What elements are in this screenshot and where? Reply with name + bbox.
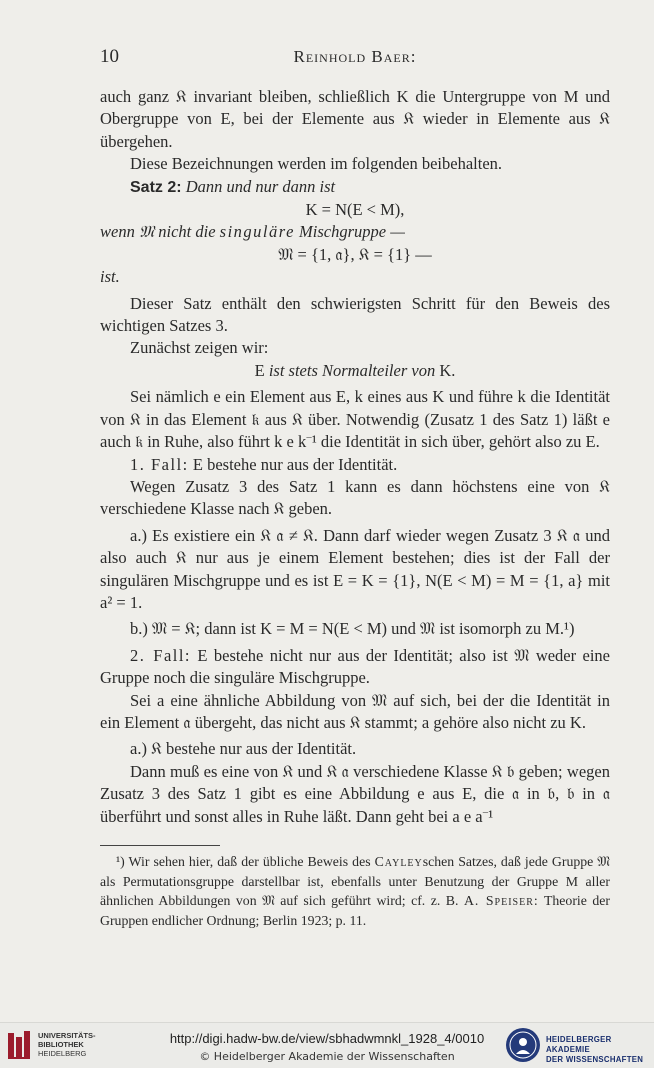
footnote-marker: ¹) <box>116 854 125 869</box>
paragraph: Dann muß es eine von 𝔎 und 𝔎 𝔞 verschiedene Klasse 𝔎 𝔟 geben; wegen Zusatz 3 des Satz 1 gibt es eine Abbildung e aus E, die 𝔞 in 𝔟, 𝔟 in 𝔞 überführt und sonst alles in Ruhe läßt. Dann geht bei a e a⁻¹ <box>100 761 610 826</box>
theorem-text: Dann und nur dann ist <box>185 176 336 196</box>
paragraph: Wegen Zusatz 3 des Satz 1 kann es dann höchstens eine von 𝔎 verschiedene Klasse nach 𝔎 geben. <box>100 476 610 519</box>
paragraph: b.) 𝔐 = 𝔎; dann ist K = M = N(E < M) und 𝔐 ist isomorph zu M.¹) <box>130 619 575 639</box>
theorem-end: ist. <box>100 267 120 287</box>
paragraph: Sei nämlich e ein Element aus E, k eines aus K und führe k die Identität von 𝔎 in das Element 𝔨 aus 𝔎 über. Notwendig (Zusatz 1 des Satz 1) läßt e auch 𝔨 in Ruhe, also führt k e k⁻¹ die Identität in sich über, gehört also zu E. <box>100 387 610 452</box>
academy-seal-icon <box>505 1027 541 1063</box>
academy-label: HEIDELBERGER AKADEMIE DER WISSENSCHAFTEN <box>546 1035 644 1064</box>
paragraph: Sei a eine ähnliche Abbildung von 𝔐 auf sich, bei der die Identität in ein Element 𝔞 übergeht, das nicht aus 𝔎 stammt; a gehöre also nicht zu K. <box>100 690 610 732</box>
theorem-label: Satz 2: <box>130 178 182 196</box>
paragraph: a.) Es existiere ein 𝔎 𝔞 ≠ 𝔎. Dann darf wieder wegen Zusatz 3 𝔎 𝔞 und also auch 𝔎 nur aus je einem Element bestehen; dies ist der Fall der singulären Mischgruppe und es ist E = K = {1}, N(E < M) = M = {1, a} mit a² = 1. <box>100 525 610 612</box>
university-library-label: UNIVERSITÄTS- BIBLIOTHEK HEIDELBERG <box>38 1031 96 1058</box>
paragraph: auch ganz 𝔎 invariant bleiben, schließlich K die Untergruppe von M und Obergruppe von E, bei der Elemente aus 𝔎 wieder in Elemente aus 𝔎 übergehen. <box>100 87 610 151</box>
formula: 𝔐 = {1, 𝔞}, 𝔎 = {1} — <box>278 244 432 264</box>
claim: E ist stets Normalteiler von K. <box>254 360 456 380</box>
theorem-statement <box>100 176 610 199</box>
footnote-rule <box>100 845 220 846</box>
case-heading: 1. Fall: E bestehe nur aus der Identität. <box>130 454 398 474</box>
paragraph: Dieser Satz enthält den schwierigsten Schritt für den Beweis des wichtigen Satzes 3. <box>100 293 610 336</box>
viewer-footer <box>0 1022 654 1068</box>
paragraph: a.) 𝔎 bestehe nur aus der Identität. <box>130 739 357 759</box>
paragraph: Diese Bezeichnungen werden im folgenden beibehalten. <box>130 154 503 174</box>
running-head: Reinhold Baer: <box>293 47 417 66</box>
permalink-url[interactable]: http://digi.hadw-bw.de/view/sbhadwmnkl_1928_4/0010 <box>169 1031 485 1046</box>
case-heading: 2. Fall: E bestehe nicht nur aus der Identität; also ist 𝔐 weder eine Gruppe noch die singuläre Mischgruppe. <box>100 645 610 688</box>
page-number: 10 <box>100 46 119 67</box>
body-text <box>100 86 610 828</box>
page-header <box>100 46 610 72</box>
footnote: ¹) Wir sehen hier, daß der übliche Beweis des Cayleyschen Satzes, daß jede Gruppe 𝔐 als Permutationsgruppe darstellbar ist, ebenfalls unter Benutzung der Gruppe M aller ähnlichen Abbildungen von 𝔐 auf sich geführt wird; cf. z. B. A. Speiser: Theorie der Gruppen endlicher Ordnung; Berlin 1923; p. 11. <box>100 854 610 928</box>
formula: K = N(E < M), <box>305 200 405 220</box>
theorem-condition: wenn 𝔐 nicht die singuläre Mischgruppe — <box>100 222 405 242</box>
copyright-notice: © Heidelberger Akademie der Wissenschaften <box>199 1050 455 1063</box>
paragraph: Zunächst zeigen wir: <box>130 338 269 358</box>
